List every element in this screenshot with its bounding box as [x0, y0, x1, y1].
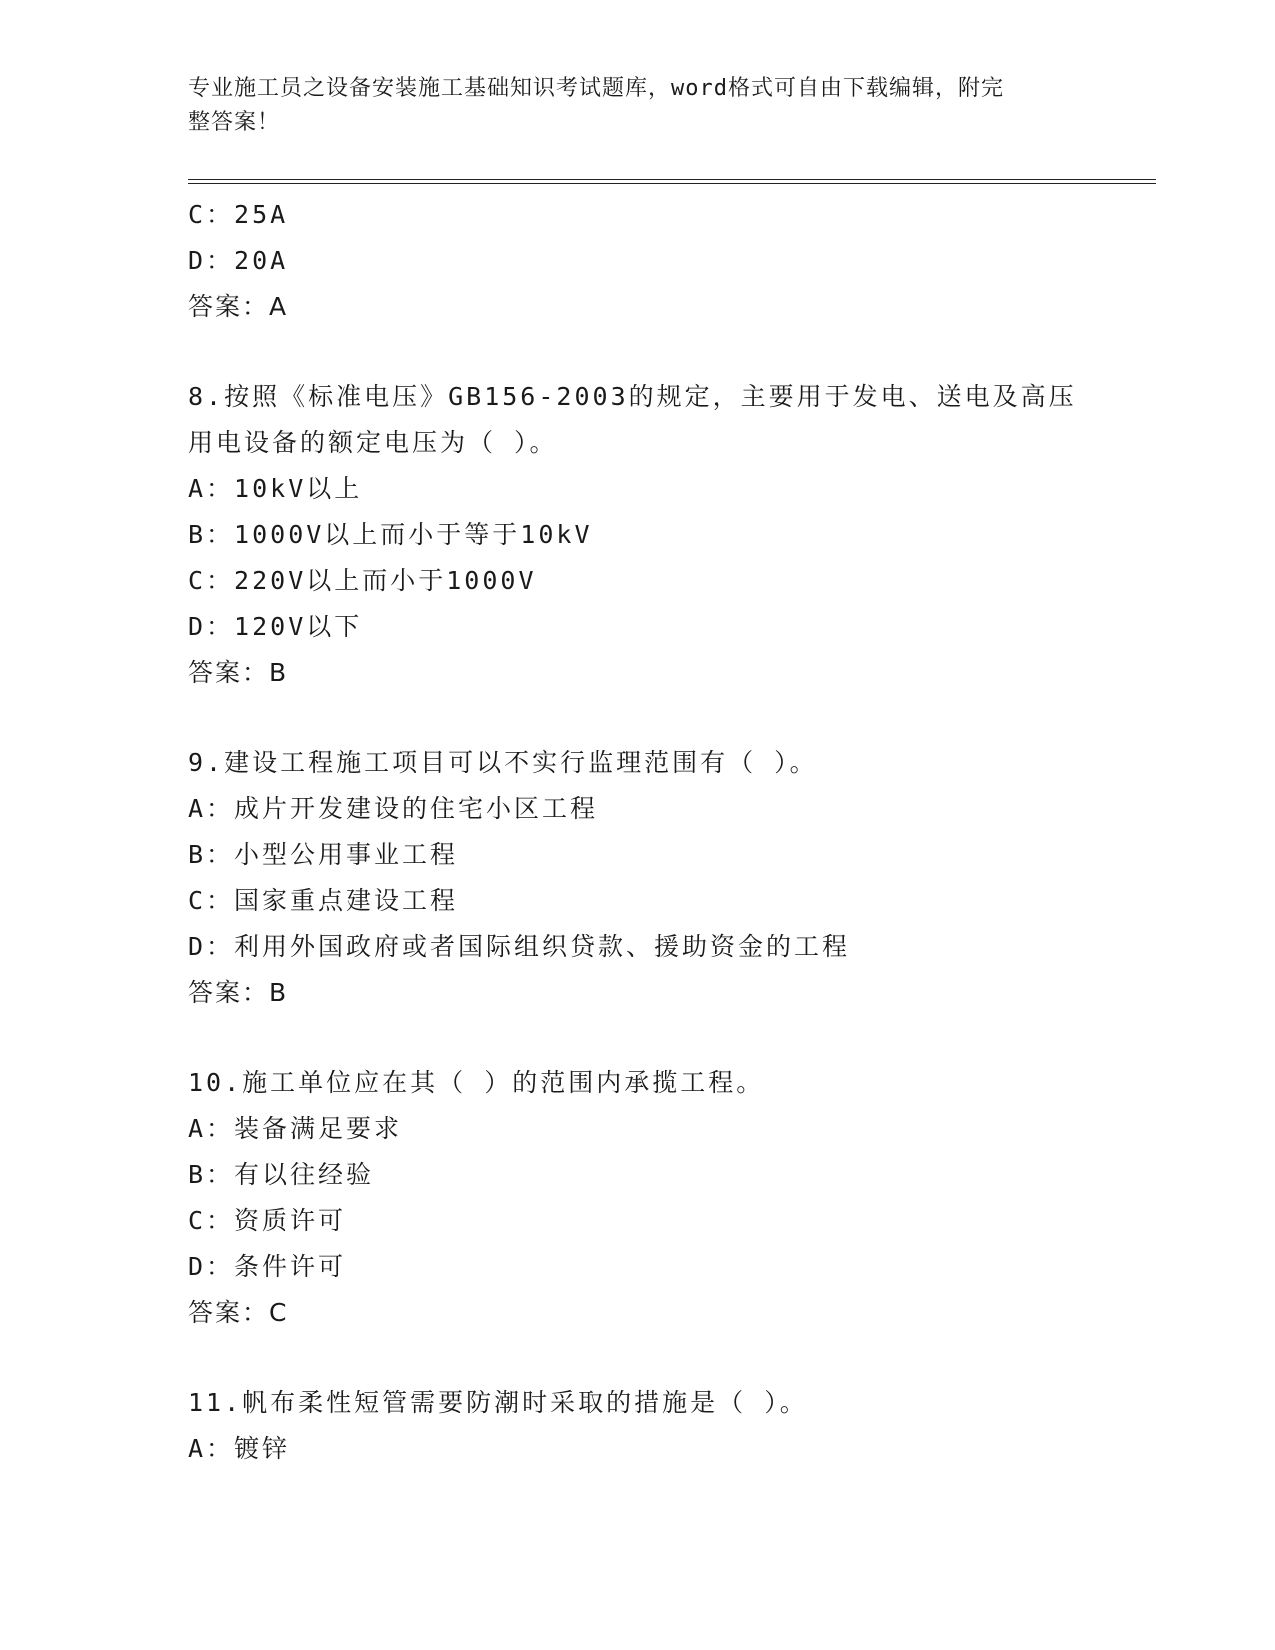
- option-a: A：成片开发建设的住宅小区工程: [188, 794, 599, 823]
- option-d: D：120V以下: [188, 612, 363, 641]
- option-c: C：25A: [188, 200, 289, 229]
- option-c: C：220V以上而小于1000V: [188, 566, 537, 595]
- option-c: C：国家重点建设工程: [188, 886, 459, 915]
- option-a: A：镀锌: [188, 1434, 291, 1463]
- answer-line: 答案：C: [188, 1298, 289, 1327]
- answer-line: 答案：A: [188, 292, 289, 321]
- option-b: B：小型公用事业工程: [188, 840, 459, 869]
- answer-line: 答案：B: [188, 978, 289, 1007]
- answer-line: 答案：B: [188, 658, 289, 687]
- question-text: 10.施工单位应在其（ ）的范围内承揽工程。: [188, 1068, 765, 1097]
- option-a: A：10kV以上: [188, 474, 363, 503]
- question-text: 8.按照《标准电压》GB156-2003的规定，主要用于发电、送电及高压: [188, 382, 1077, 411]
- option-b: B：有以往经验: [188, 1160, 375, 1189]
- question-9: [188, 740, 1148, 1016]
- option-b: B：1000V以上而小于等于10kV: [188, 520, 593, 549]
- option-d: D：20A: [188, 246, 289, 275]
- question-text: 11.帆布柔性短管需要防潮时采取的措施是（ ）。: [188, 1388, 808, 1417]
- header-divider-bottom: [188, 183, 1156, 184]
- header-divider-top: [188, 179, 1156, 180]
- document-header: [188, 72, 1068, 140]
- option-d: D：利用外国政府或者国际组织贷款、援助资金的工程: [188, 932, 851, 961]
- question-7-tail: [188, 192, 1148, 330]
- question-10: [188, 1060, 1148, 1336]
- question-text-continued: 用电设备的额定电压为（ ）。: [188, 428, 558, 457]
- header-line-2: 整答案！: [188, 110, 281, 135]
- option-d: D：条件许可: [188, 1252, 347, 1281]
- question-11: [188, 1380, 1148, 1472]
- question-text: 9.建设工程施工项目可以不实行监理范围有（ ）。: [188, 748, 818, 777]
- question-list: [188, 192, 1148, 1472]
- option-a: A：装备满足要求: [188, 1114, 403, 1143]
- header-line-1: 专业施工员之设备安装施工基础知识考试题库，word格式可自由下载编辑，附完: [188, 76, 1004, 101]
- question-8: [188, 374, 1148, 696]
- option-c: C：资质许可: [188, 1206, 347, 1235]
